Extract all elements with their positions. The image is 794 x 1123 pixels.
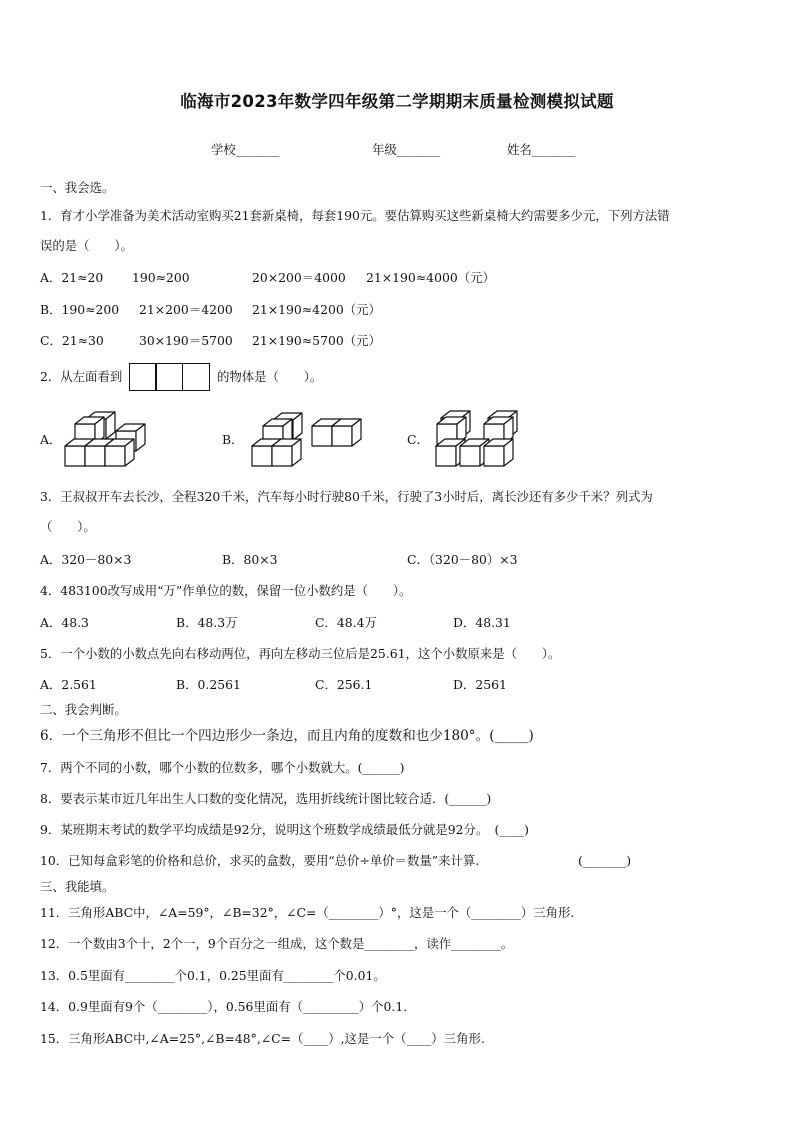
q13-text: 13．0.5里面有________个0.1，0.25里面有________个0.01。 xyxy=(40,968,386,983)
cube-face xyxy=(436,446,456,466)
q1-option-c-part1: C．21≈30 xyxy=(40,333,104,348)
page-title: 临海市2023年数学四年级第二学期期末质量检测模拟试题 xyxy=(180,92,614,111)
q1-option-a-part4: 21×190≈4000（元） xyxy=(366,270,495,285)
cube-face xyxy=(484,446,504,466)
q4-option-c: C．48.4万 xyxy=(315,615,377,630)
q4-text: 4．483100改写成用“万”作单位的数，保留一位小数约是（ ）。 xyxy=(40,583,412,598)
q1-option-a-part1: A．21≈20 xyxy=(40,270,104,285)
name-field: 姓名_______ xyxy=(507,142,576,157)
q9-text: 9．某班期末考试的数学平均成绩是92分，说明这个班数学成绩最低分就是92分。 (____) xyxy=(40,822,529,837)
q1-option-b-part2: 21×200＝4200 xyxy=(139,302,233,317)
cube-face xyxy=(105,446,125,466)
q5-option-d: D．2561 xyxy=(453,677,507,692)
cube-face xyxy=(85,446,105,466)
q14-text: 14．0.9里面有9个（________），0.56里面有（_________）个0.1. xyxy=(40,999,408,1014)
q12-text: 12．一个数由3个十，2个一，9个百分之一组成，这个数是________，读作________。 xyxy=(40,936,514,951)
q4-option-a: A．48.3 xyxy=(40,615,89,630)
q2-left-view-figure xyxy=(130,363,210,391)
q2-option-a-cubes xyxy=(55,404,155,474)
q8-text: 8．要表示某市近几年出生人口数的变化情况，选用折线统计图比较合适．(______) xyxy=(40,791,492,806)
q2-text-pre: 2．从左面看到 xyxy=(40,369,123,384)
q2-option-b-label: B． xyxy=(222,432,244,447)
cube-face xyxy=(312,426,332,446)
section-1-heading: 一、我会选。 xyxy=(40,180,115,195)
q1-option-a-part3: 20×200＝4000 xyxy=(252,270,346,285)
q10-answer-blank: (_______) xyxy=(578,853,632,868)
q10-text: 10．已知每盒彩笔的价格和总价，求买的盒数，要用“总价÷单价＝数量”来计算. xyxy=(40,853,480,868)
q11-text: 11．三角形ABC中，∠A=59°，∠B=32°，∠C=（________）°，这是一个（________）三角形. xyxy=(40,905,575,920)
cube-face xyxy=(460,446,480,466)
school-field: 学校_______ xyxy=(211,142,280,157)
cube-face xyxy=(332,426,352,446)
q3-option-a: A．320－80×3 xyxy=(40,552,132,567)
q5-option-a: A．2.561 xyxy=(40,677,97,692)
q6-text: 6．一个三角形不但比一个四边形少一条边，而且内角的度数和也少180°。(_____) xyxy=(40,728,534,744)
q2-option-c-label: C． xyxy=(407,432,429,447)
grid-square xyxy=(129,363,157,391)
section-3-heading: 三、我能填。 xyxy=(40,879,115,894)
q5-text: 5．一个小数的小数点先向右移动两位，再向左移动三位后是25.61，这个小数原来是（ ）。 xyxy=(40,646,561,661)
q4-option-b: B．48.3万 xyxy=(176,615,238,630)
q3-text-line2: （ ）。 xyxy=(40,519,96,534)
q4-option-d: D．48.31 xyxy=(453,615,511,630)
grid-square xyxy=(155,363,183,391)
q5-option-b: B．0.2561 xyxy=(176,677,241,692)
q2-option-c-cubes xyxy=(428,410,538,480)
q1-text-line2: 误的是（ ）。 xyxy=(40,238,133,253)
cube-face xyxy=(252,446,272,466)
cube-face xyxy=(65,446,85,466)
q1-option-a-part2: 190≈200 xyxy=(132,270,190,285)
q1-option-c-part3: 21×190≈5700（元） xyxy=(252,333,381,348)
cube-face xyxy=(272,446,292,466)
q2-option-a-label: A． xyxy=(40,432,62,447)
q2-option-b-cubes xyxy=(240,406,360,476)
q3-option-c: C．（320－80）×3 xyxy=(407,552,518,567)
q3-text-line1: 3．王叔叔开车去长沙，全程320千米，汽车每小时行驶80千米，行驶了3小时后，离长沙还有多少千米？列式为 xyxy=(40,489,653,504)
q15-text: 15．三角形ABC中,∠A=25°,∠B=48°,∠C=（____）,这是一个（____）三角形. xyxy=(40,1031,485,1046)
q3-option-b: B．80×3 xyxy=(222,552,278,567)
q1-text-line1: 1．育才小学准备为美术活动室购买21套新桌椅，每套190元。要估算购买这些新桌椅大约需要多少元，下列方法错 xyxy=(40,208,670,223)
q2-text-post: 的物体是（ ）。 xyxy=(217,369,323,384)
q1-option-c-part2: 30×190＝5700 xyxy=(139,333,233,348)
q1-option-b-part1: B．190≈200 xyxy=(40,302,120,317)
q5-option-c: C．256.1 xyxy=(315,677,373,692)
q7-text: 7．两个不同的小数，哪个小数的位数多，哪个小数就大。(______) xyxy=(40,760,405,775)
grade-field: 年级_______ xyxy=(372,142,441,157)
q1-option-b-part3: 21×190≈4200（元） xyxy=(252,302,381,317)
grid-square xyxy=(182,363,210,391)
section-2-heading: 二、我会判断。 xyxy=(40,702,127,717)
